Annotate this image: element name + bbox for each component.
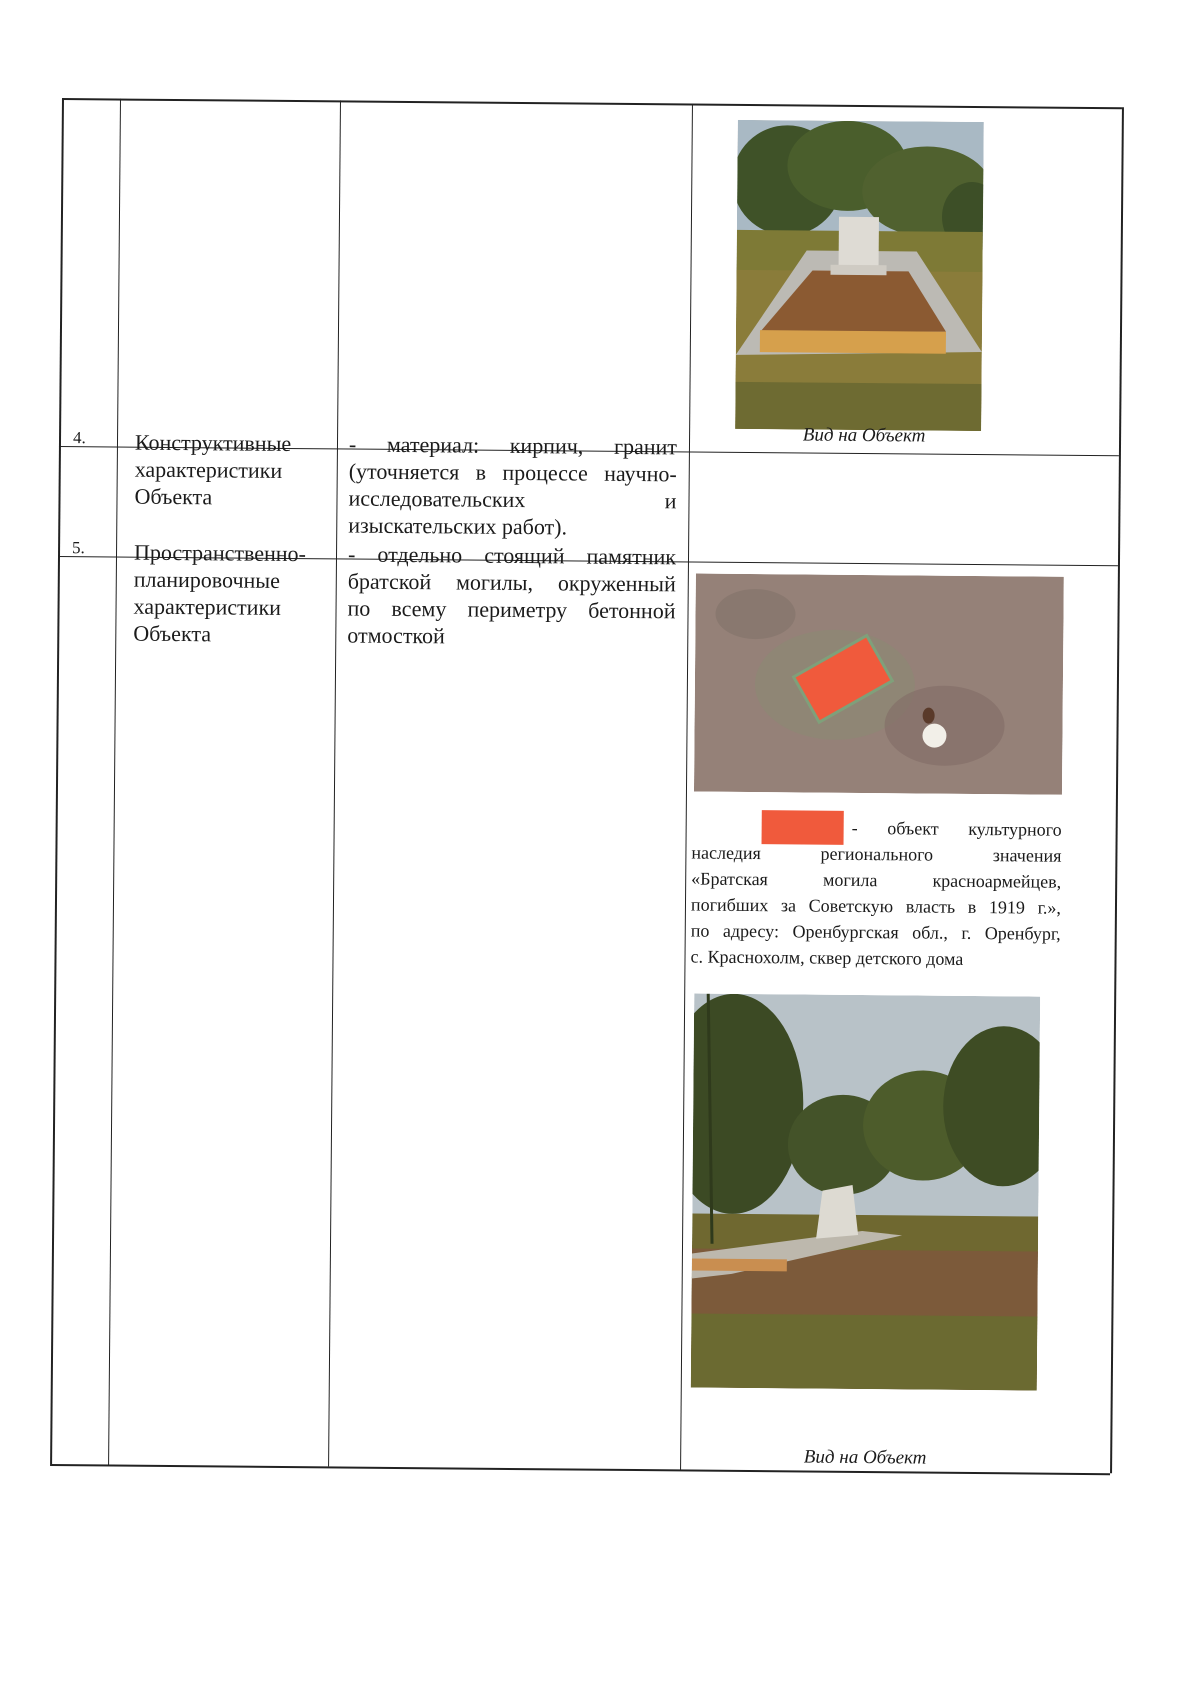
- photo-caption-row1: Вид на Объект: [802, 424, 926, 447]
- row-number-4: 4.: [72, 428, 86, 448]
- legend-description: [690, 814, 1061, 973]
- photo-caption-row5: Вид на Объект: [803, 1446, 927, 1469]
- row4-description-line: изыскательских работ).: [348, 512, 568, 540]
- row5-description-line: по всему периметру бетонной: [347, 595, 676, 624]
- object-photo-side: [691, 994, 1040, 1391]
- row5-name-line: характеристики: [133, 593, 282, 620]
- legend-line: по адресу: Оренбургская обл., г. Оренбург,: [690, 920, 1061, 944]
- legend-line: «Братская могила красноармейцев,: [691, 868, 1062, 892]
- object-photo-front: [735, 120, 984, 431]
- row-number-5: 5.: [71, 538, 85, 558]
- row5-name: [133, 539, 334, 649]
- row4-description: [348, 431, 677, 542]
- characteristics-table: [50, 98, 1122, 1473]
- row4-name-line: характеристики: [134, 456, 283, 483]
- legend-line: - объект культурного: [851, 817, 1062, 840]
- legend-line: погибших за Советскую власть в 1919 г.»,: [690, 894, 1062, 918]
- row5-description-line: - отдельно стоящий памятник: [347, 541, 677, 570]
- row4-description-line: (уточняется в процессе научно-: [348, 458, 677, 487]
- row5-name-line: Пространственно-: [133, 539, 307, 567]
- row5-description-line: братской могилы, окруженный: [347, 568, 676, 597]
- table-border-right: [1110, 107, 1123, 1473]
- row4-name-line: Объекта: [134, 483, 213, 510]
- row5-description: [347, 541, 676, 652]
- row4-name: [134, 429, 335, 512]
- row5-name-line: планировочные: [133, 566, 281, 593]
- column-divider-name: [328, 100, 341, 1466]
- row5-description-line: отмосткой: [347, 622, 445, 649]
- row4-name-line: Конструктивные: [134, 429, 292, 457]
- column-divider-number: [108, 99, 121, 1465]
- row4-description-line: исследовательских и: [348, 485, 677, 514]
- legend-line: с. Краснохолм, сквер детского дома: [690, 946, 964, 969]
- row4-description-line: - материал: кирпич, гранит: [348, 431, 678, 460]
- row5-name-line: Объекта: [133, 620, 212, 647]
- table-border-left: [50, 98, 63, 1464]
- legend-line: наследия регионального значения: [691, 842, 1062, 866]
- table-border-top: [62, 98, 1122, 109]
- aerial-map-image: [694, 574, 1064, 795]
